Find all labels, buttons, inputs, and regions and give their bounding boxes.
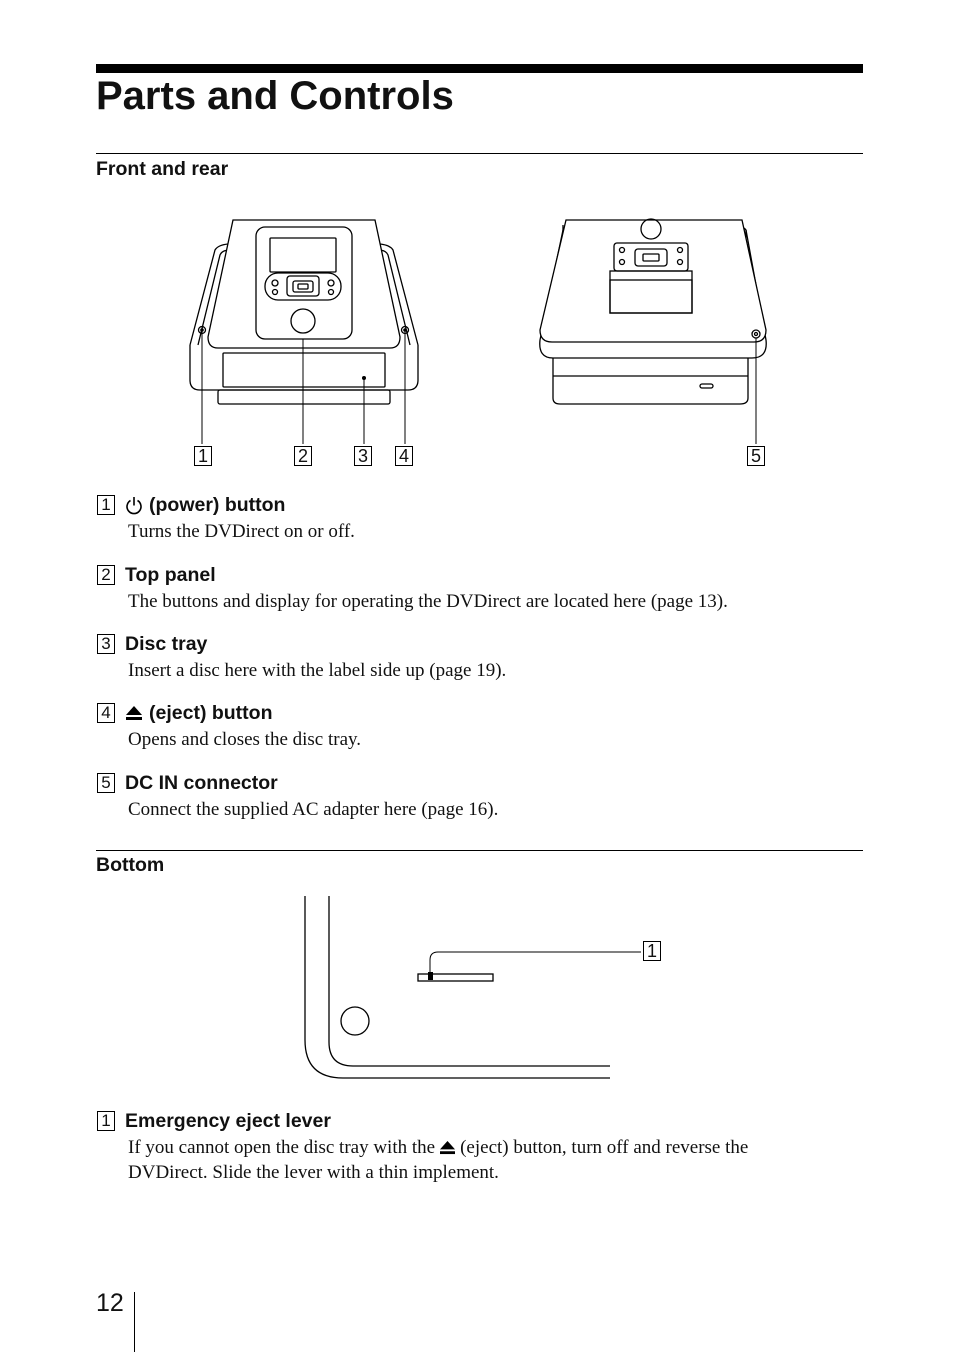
- item-number: 2: [97, 565, 115, 585]
- section-heading-front-rear: Front and rear: [96, 158, 229, 180]
- item-description: Connect the supplied AC adapter here (page 16).: [128, 799, 499, 820]
- item-number: 1: [97, 495, 115, 515]
- item-number: 5: [97, 773, 115, 793]
- item-description-end: (eject) button, turn off and reverse the: [460, 1137, 749, 1158]
- callout-4: 4: [395, 446, 413, 466]
- item-description: [128, 1136, 857, 1184]
- item-description: Turns the DVDirect on or off.: [128, 521, 355, 542]
- item-number: 1: [97, 1111, 115, 1131]
- item-description: Insert a disc here with the label side up (page 19).: [128, 660, 507, 681]
- item-number: 4: [97, 703, 115, 723]
- eject-icon: [439, 1138, 456, 1161]
- item-title: Disc tray: [125, 633, 208, 655]
- item-title: Emergency eject lever: [125, 1110, 331, 1132]
- item-number: 3: [97, 634, 115, 654]
- callout-3: 3: [354, 446, 372, 466]
- page-number: 12: [96, 1289, 124, 1317]
- page-title: Parts and Controls: [96, 74, 454, 118]
- callout-1: 1: [194, 446, 212, 466]
- item-description: Opens and closes the disc tray.: [128, 729, 362, 750]
- item-title: Top panel: [125, 564, 216, 586]
- item-title: DC IN connector: [125, 772, 278, 794]
- callout-2: 2: [294, 446, 312, 466]
- item-description: The buttons and display for operating the DVDirect are located here (page 13).: [128, 591, 728, 612]
- page-number-divider: [134, 1292, 135, 1352]
- item-emergency-eject-lever: [97, 1109, 857, 1184]
- item-title: (power) button: [149, 494, 286, 516]
- callout-bottom-1: 1: [643, 941, 661, 961]
- callout-5: 5: [747, 446, 765, 466]
- section-heading-bottom: Bottom: [96, 854, 165, 876]
- item-description-line2: DVDirect. Slide the lever with a thin implement.: [128, 1162, 499, 1183]
- item-description-start: If you cannot open the disc tray with the: [128, 1137, 436, 1158]
- item-title: (eject) button: [149, 702, 273, 724]
